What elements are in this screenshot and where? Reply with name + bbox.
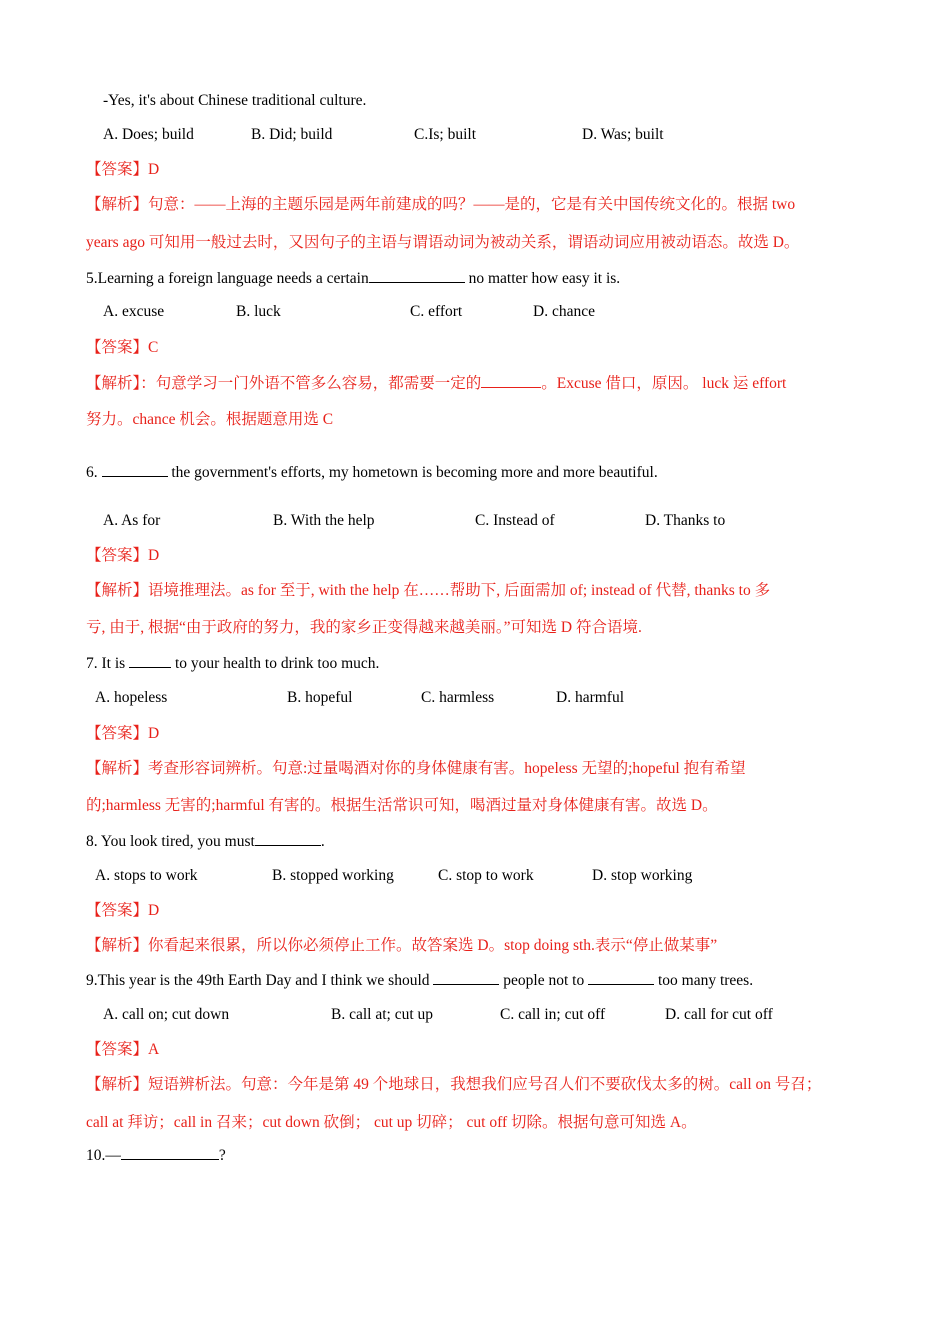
q9-blank-2 — [588, 970, 654, 985]
q6-analysis-1: 【解析】语境推理法。as for 至于, with the help 在……帮助下, 后面需加 of; instead of 代替, thanks to 多 — [86, 582, 771, 599]
q4-option-d: D. Was; built — [582, 126, 664, 143]
q4-answer: 【答案】D — [86, 161, 160, 178]
q4-option-c: C.Is; built — [414, 126, 477, 143]
q7-analysis-1: 【解析】考查形容词辨析。句意:过量喝酒对你的身体健康有害。hopeless 无望的;hopeful 抱有希望 — [86, 760, 746, 777]
q8-option-a: A. stops to work — [95, 867, 198, 884]
q9-answer: 【答案】A — [86, 1041, 160, 1058]
q5-stem — [86, 268, 620, 289]
q6-blank — [102, 462, 168, 477]
q7-stem-part-1: 7. It is — [86, 655, 130, 672]
q8-answer: 【答案】D — [86, 902, 160, 919]
q7-stem-part-2: to your health to drink too much. — [171, 655, 380, 672]
q10-stem — [86, 1145, 226, 1166]
q9-option-b: B. call at; cut up — [331, 1006, 434, 1023]
q9-analysis-1: 【解析】短语辨析法。句意：今年是第 49 个地球日，我想我们应号召人们不要砍伐太多的树。call on 号召； — [86, 1076, 822, 1093]
q5-stem-part-1: 5.Learning a foreign language needs a certain — [86, 270, 369, 287]
q5-option-a: A. excuse — [103, 303, 165, 320]
q7-option-d: D. harmful — [556, 689, 625, 706]
q8-analysis-1: 【解析】你看起来很累，所以你必须停止工作。故答案选 D。stop doing sth.表示“停止做某事” — [86, 937, 718, 954]
q5-analysis-2: 努力。chance 机会。根据题意用选 C — [86, 411, 334, 428]
q6-option-b: B. With the help — [273, 512, 375, 529]
q7-option-b: B. hopeful — [287, 689, 353, 706]
q6-stem-part-2: the government's efforts, my hometown is becoming more and more beautiful. — [167, 464, 658, 481]
q5-option-b: B. luck — [236, 303, 281, 320]
q7-option-c: C. harmless — [421, 689, 495, 706]
q9-option-d: D. call for cut off — [665, 1006, 773, 1023]
q9-stem — [86, 970, 753, 991]
q5-blank — [369, 268, 465, 283]
q9-analysis-2: call at 拜访；call in 召来；cut down 砍倒； cut up 切碎； cut off 切除。根据句意可知选 A。 — [86, 1114, 697, 1131]
q8-option-d: D. stop working — [592, 867, 693, 884]
q10-stem-part-1: 10.— — [86, 1147, 121, 1164]
q8-stem-part-1: 8. You look tired, you must — [86, 833, 255, 850]
q9-stem-part-3: too many trees. — [654, 972, 754, 989]
q9-stem-part-1: 9.This year is the 49th Earth Day and I think we should — [86, 972, 434, 989]
q8-option-b: B. stopped working — [272, 867, 394, 884]
q4-analysis-2: years ago 可知用一般过去时，又因句子的主语与谓语动词为被动关系，谓语动词应用被动语态。故选 D。 — [86, 234, 800, 251]
q8-stem — [86, 831, 325, 852]
q9-option-a: A. call on; cut down — [103, 1006, 230, 1023]
q5-answer: 【答案】C — [86, 339, 159, 356]
q4-option-a: A. Does; build — [103, 126, 194, 143]
q4-analysis-1: 【解析】句意：——上海的主题乐园是两年前建成的吗？——是的，它是有关中国传统文化的。根据 two — [86, 196, 796, 213]
q9-blank-1 — [433, 970, 499, 985]
q8-blank — [255, 831, 321, 846]
q5-stem-part-2: no matter how easy it is. — [464, 270, 621, 287]
q6-stem-part-1: 6. — [86, 464, 102, 481]
q10-blank — [121, 1145, 219, 1160]
q6-analysis-2: 亏, 由于, 根据“由于政府的努力，我的家乡正变得越来越美丽。”可知选 D 符合语境. — [86, 619, 642, 636]
q5-option-c: C. effort — [410, 303, 463, 320]
q9-option-c: C. call in; cut off — [500, 1006, 606, 1023]
q4-answer-line: -Yes, it's about Chinese traditional culture. — [103, 92, 367, 109]
q6-stem — [86, 462, 658, 483]
q10-stem-part-2: ? — [218, 1147, 226, 1164]
q9-stem-part-2: people not to — [499, 972, 589, 989]
q5-analysis-1 — [86, 373, 786, 394]
q6-option-a: A. As for — [103, 512, 161, 529]
q7-option-a: A. hopeless — [95, 689, 168, 706]
q6-option-d: D. Thanks to — [645, 512, 726, 529]
q6-option-c: C. Instead of — [475, 512, 555, 529]
q5-analysis-blank — [481, 373, 541, 388]
q7-blank — [129, 653, 171, 668]
q5-option-d: D. chance — [533, 303, 595, 320]
q7-answer: 【答案】D — [86, 725, 160, 742]
q7-analysis-2: 的;harmless 无害的;harmful 有害的。根据生活常识可知，喝酒过量对身体健康有害。故选 D。 — [86, 797, 718, 814]
q5-analysis-part-2: 。Excuse 借口，原因。 luck 运 effort — [541, 375, 787, 392]
q4-option-b: B. Did; build — [251, 126, 333, 143]
q7-stem — [86, 653, 379, 674]
q5-analysis-part-1: 【解析】：句意学习一门外语不管多么容易，都需要一定的 — [86, 375, 482, 392]
q8-option-c: C. stop to work — [438, 867, 534, 884]
q6-answer: 【答案】D — [86, 547, 160, 564]
q8-stem-part-2: . — [320, 833, 325, 850]
